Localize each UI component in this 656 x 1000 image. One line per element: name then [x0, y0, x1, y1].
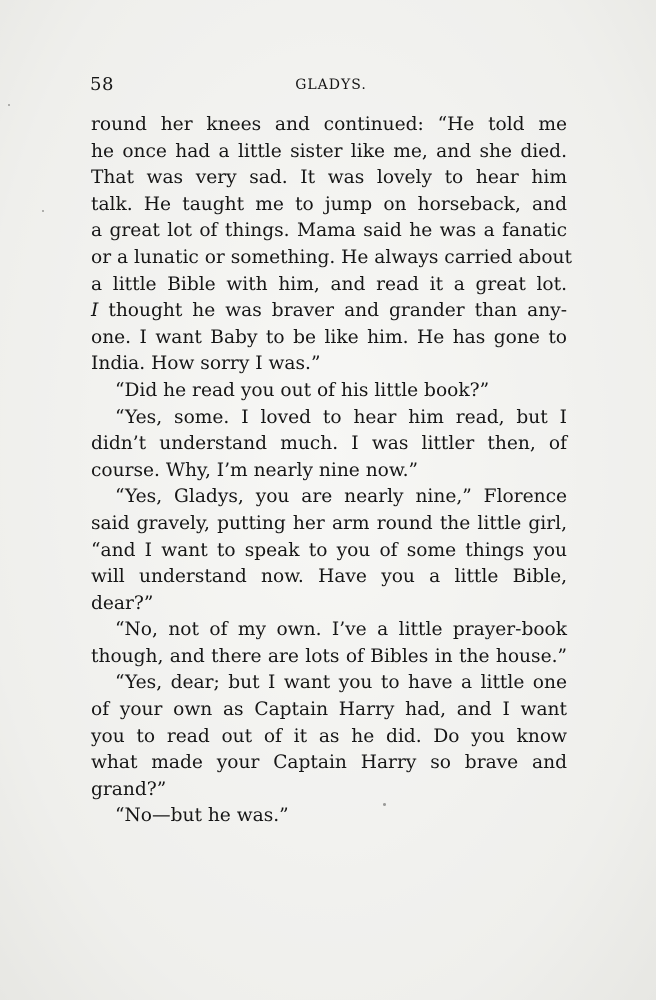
running-title: GLADYS. — [295, 77, 367, 93]
text-line: “Yes, dear; but I want you to have a little one — [115, 672, 567, 694]
paper-speck — [383, 803, 386, 806]
text-line: talk. He taught me to jump on horseback, and — [91, 193, 567, 215]
text-line: “No—but he was.” — [115, 805, 289, 827]
italic-word: I — [91, 300, 99, 322]
text-line: said gravely, putting her arm round the little girl, — [91, 512, 567, 534]
text-line: a little Bible with him, and read it a great lot. — [91, 273, 567, 295]
paper-speck — [42, 210, 44, 212]
text-line: what made your Captain Harry so brave and — [91, 752, 567, 774]
text-line: didn’t understand much. I was littler then, of — [91, 433, 567, 455]
text-line: of your own as Captain Harry had, and I want — [91, 699, 567, 721]
body-text — [91, 112, 572, 830]
page-number: 58 — [90, 74, 114, 95]
text-line: round her knees and continued: “He told me — [91, 114, 567, 135]
text-line: grand?” — [91, 778, 167, 800]
text-line: you to read out of it as he did. Do you know — [91, 725, 567, 747]
text-line: one. I want Baby to be like him. He has gone to — [91, 326, 567, 348]
text-line: “and I want to speak to you of some things you — [91, 539, 567, 561]
text-line — [91, 298, 567, 325]
text-line: dear?” — [91, 592, 154, 614]
text-line: will understand now. Have you a little Bible, — [91, 566, 567, 588]
line-remainder: thought he was braver and grander than any- — [98, 300, 567, 322]
text-line: “Yes, some. I loved to hear him read, but I — [115, 406, 567, 428]
text-line: he once had a little sister like me, and she died. — [91, 140, 567, 162]
text-line: or a lunatic or something. He always carried about — [91, 246, 572, 268]
text-line: India. How sorry I was.” — [91, 353, 321, 375]
text-line: course. Why, I’m nearly nine now.” — [91, 459, 418, 481]
text-line: though, and there are lots of Bibles in the house.” — [91, 645, 567, 667]
text-line: That was very sad. It was lovely to hear him — [91, 167, 567, 189]
text-line: a great lot of things. Mama said he was a fanatic — [91, 220, 567, 242]
page-header — [90, 74, 566, 100]
text-line: “No, not of my own. I’ve a little prayer-book — [115, 619, 567, 641]
text-line: “Yes, Gladys, you are nearly nine,” Florence — [115, 486, 567, 508]
text-line: “Did he read you out of his little book?” — [115, 379, 490, 401]
paper-speck — [8, 104, 10, 106]
